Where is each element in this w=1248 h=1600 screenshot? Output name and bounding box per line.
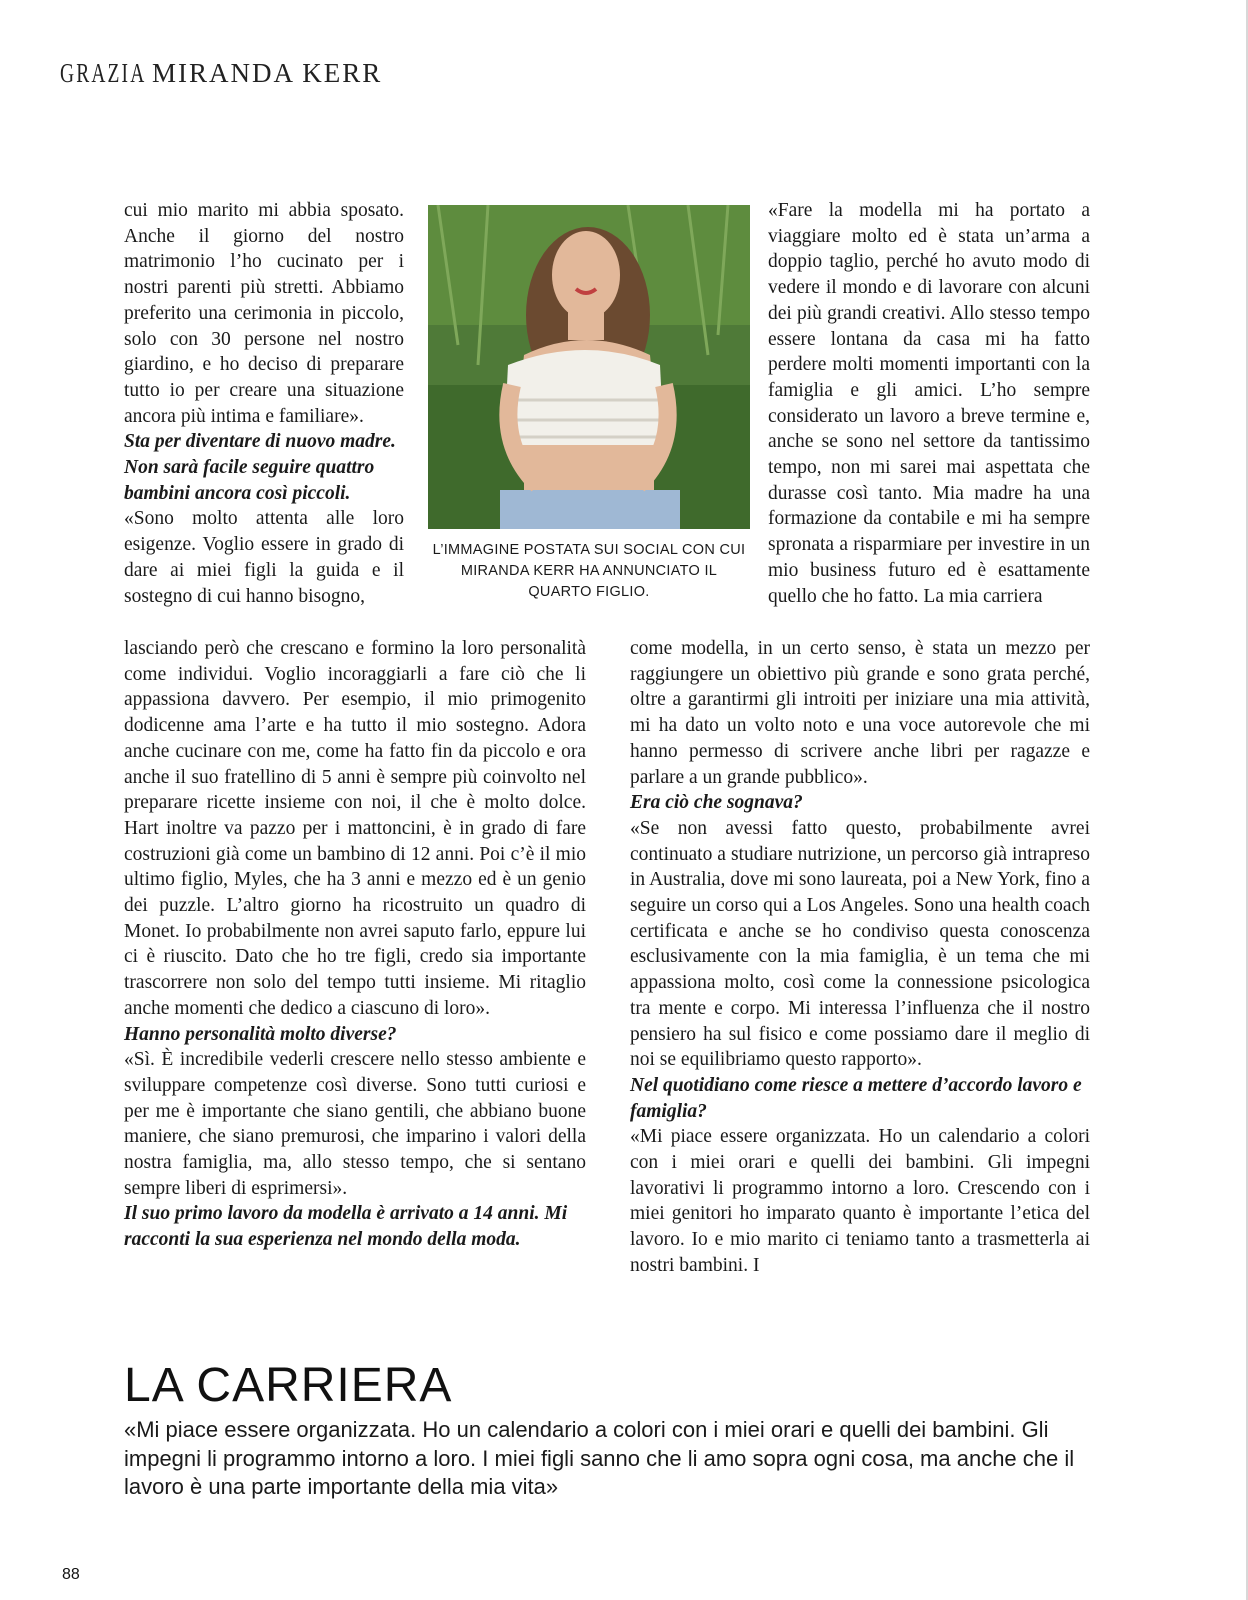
column-left-bottom: [124, 636, 586, 1253]
interview-question: Hanno personalità molto diverse?: [124, 1023, 397, 1045]
column-right-bottom: [630, 636, 1090, 1279]
body-paragraph: lasciando però che crescano e formino la loro personalità come individui. Voglio incoraggiarli a fare ciò che li appassiona davvero. Per esempio, il mio primogenito dodicenne ama l’arte e ha tutto il mio sostegno. Adora anche cucinare con me, come ha fatto fin da piccolo e ora anche il suo fratellino di 5 anni è sempre più coinvolto nel preparare ricette insieme con noi, il che è molto dolce. Hart inoltre va pazzo per i mattoncini, è in grado di fare costruzioni già come un bambino di 12 anni. Poi c’è il mio ultimo figlio, Myles, che ha 3 anni e mezzo ed è un genio dei puzzle. L’altro giorno ha ricostruito un quadro di Monet. Io probabilmente non avrei saputo farlo, eppure lui ci è riuscito. Dato che ho tre figli, credo sia importante trascorrere non solo del tempo tutti insieme. Mi ritaglio anche momenti che dedico a ciascuno di loro».: [124, 638, 586, 1019]
interview-question: Sta per diventare di nuovo madre. Non sarà facile seguire quattro bambini ancora così piccoli.: [124, 431, 396, 504]
running-header: [60, 58, 382, 89]
body-paragraph: «Se non avessi fatto questo, probabilmente avrei continuato a studiare nutrizione, un percorso già intrapreso in Australia, dove mi sono laureata, poi a New York, fino a seguire un corso qui a Los Angeles. Sono una health coach certificata e anche se ho condiviso questa conoscenza esclusivamente con la mia famiglia, è un tema che mi appassiona molto, così come la connessione psicologica tra mente e corpo. Mi interessa l’influenza che il nostro pensiero ha sul fisico e come possiamo dare il meglio di noi se equilibriamo questo rapporto».: [630, 817, 1090, 1071]
column-right-top: [768, 198, 1090, 609]
magazine-logo: GRAZIA: [60, 58, 147, 88]
body-paragraph: «Fare la modella mi ha portato a viaggiare molto ed è stata un’arma a doppio taglio, perché ho avuto modo di vedere il mondo e di lavorare con alcuni dei più grandi creativi. Allo stesso tempo essere lontana da casa mi ha fatto perdere molti momenti importanti con la famiglia e gli amici. L’ho sempre considerato un lavoro a breve termine e, anche se sono nel settore da tantissimo tempo, non mi sarei mai aspettata che durasse così tanto. Mia madre ha una formazione da contabile e mi ha sempre spronata a risparmiare per investire in un mio business futuro ed è esattamente quello che ho fatto. La mia carriera: [768, 200, 1090, 607]
interview-question: Era ciò che sognava?: [630, 792, 803, 814]
pullquote-text: «Mi piace essere organizzata. Ho un calendario a colori con i miei orari e quelli dei bambini. Gli impegni li programmo intorno a loro. I miei figli sanno che li amo sopra ogni cosa, ma anche che il lavoro è una parte importante della mia vita»: [124, 1417, 1075, 1499]
photo-caption: L’IMMAGINE POSTATA SUI SOCIAL CON CUI MIRANDA KERR HA ANNUNCIATO IL QUARTO FIGLIO.: [432, 542, 746, 600]
interview-question: Il suo primo lavoro da modella è arrivato a 14 anni. Mi racconti la sua esperienza nel mondo della moda.: [124, 1203, 568, 1251]
body-paragraph: «Sono molto attenta alle loro esigenze. Voglio essere in grado di dare ai miei figli la guida e il sostegno di cui hanno bisogno,: [124, 508, 404, 607]
article-photo: [428, 205, 750, 529]
body-paragraph: cui mio marito mi abbia sposato. Anche il giorno del nostro matrimonio l’ho cucinato per i nostri parenti più stretti. Abbiamo preferito una cerimonia in piccolo, solo con 30 persone nel nostro giardino, e ho deciso di preparare tutto io per creare una situazione ancora più intima e familiare».: [124, 200, 404, 427]
interview-question: Nel quotidiano come riesce a mettere d’accordo lavoro e famiglia?: [630, 1074, 1082, 1122]
article-subject: MIRANDA KERR: [152, 58, 383, 88]
column-left-top: [124, 198, 404, 609]
pullquote-title: LA CARRIERA: [124, 1359, 453, 1412]
page-number: 88: [62, 1566, 80, 1583]
body-paragraph: «Mi piace essere organizzata. Ho un calendario a colori con i miei orari e quelli dei bambini. Gli impegni lavorativi li programmo intorno a loro. Crescendo con i miei genitori ho imparato quanto è importante l’etica del lavoro. Io e mio marito ci teniamo tanto a trasmetterla ai nostri bambini. I: [630, 1126, 1090, 1276]
photo-illustration: [428, 205, 750, 529]
body-paragraph: come modella, in un certo senso, è stata un mezzo per raggiungere un obiettivo più grande e sono grata perché, oltre a garantirmi gli introiti per iniziare una mia attività, mi ha dato un volto noto e una voce autorevole che mi hanno permesso di scrivere anche libri per ragazze e parlare a un grande pubblico».: [630, 638, 1090, 788]
body-paragraph: «Sì. È incredibile vederli crescere nello stesso ambiente e sviluppare competenze così diverse. Sono tutti curiosi e per me è importante che siano gentili, che abbiano buone maniere, che siano premurosi, che imparino i valori della nostra famiglia, ma, allo stesso tempo, che si sentano sempre liberi di esprimersi».: [124, 1049, 586, 1199]
